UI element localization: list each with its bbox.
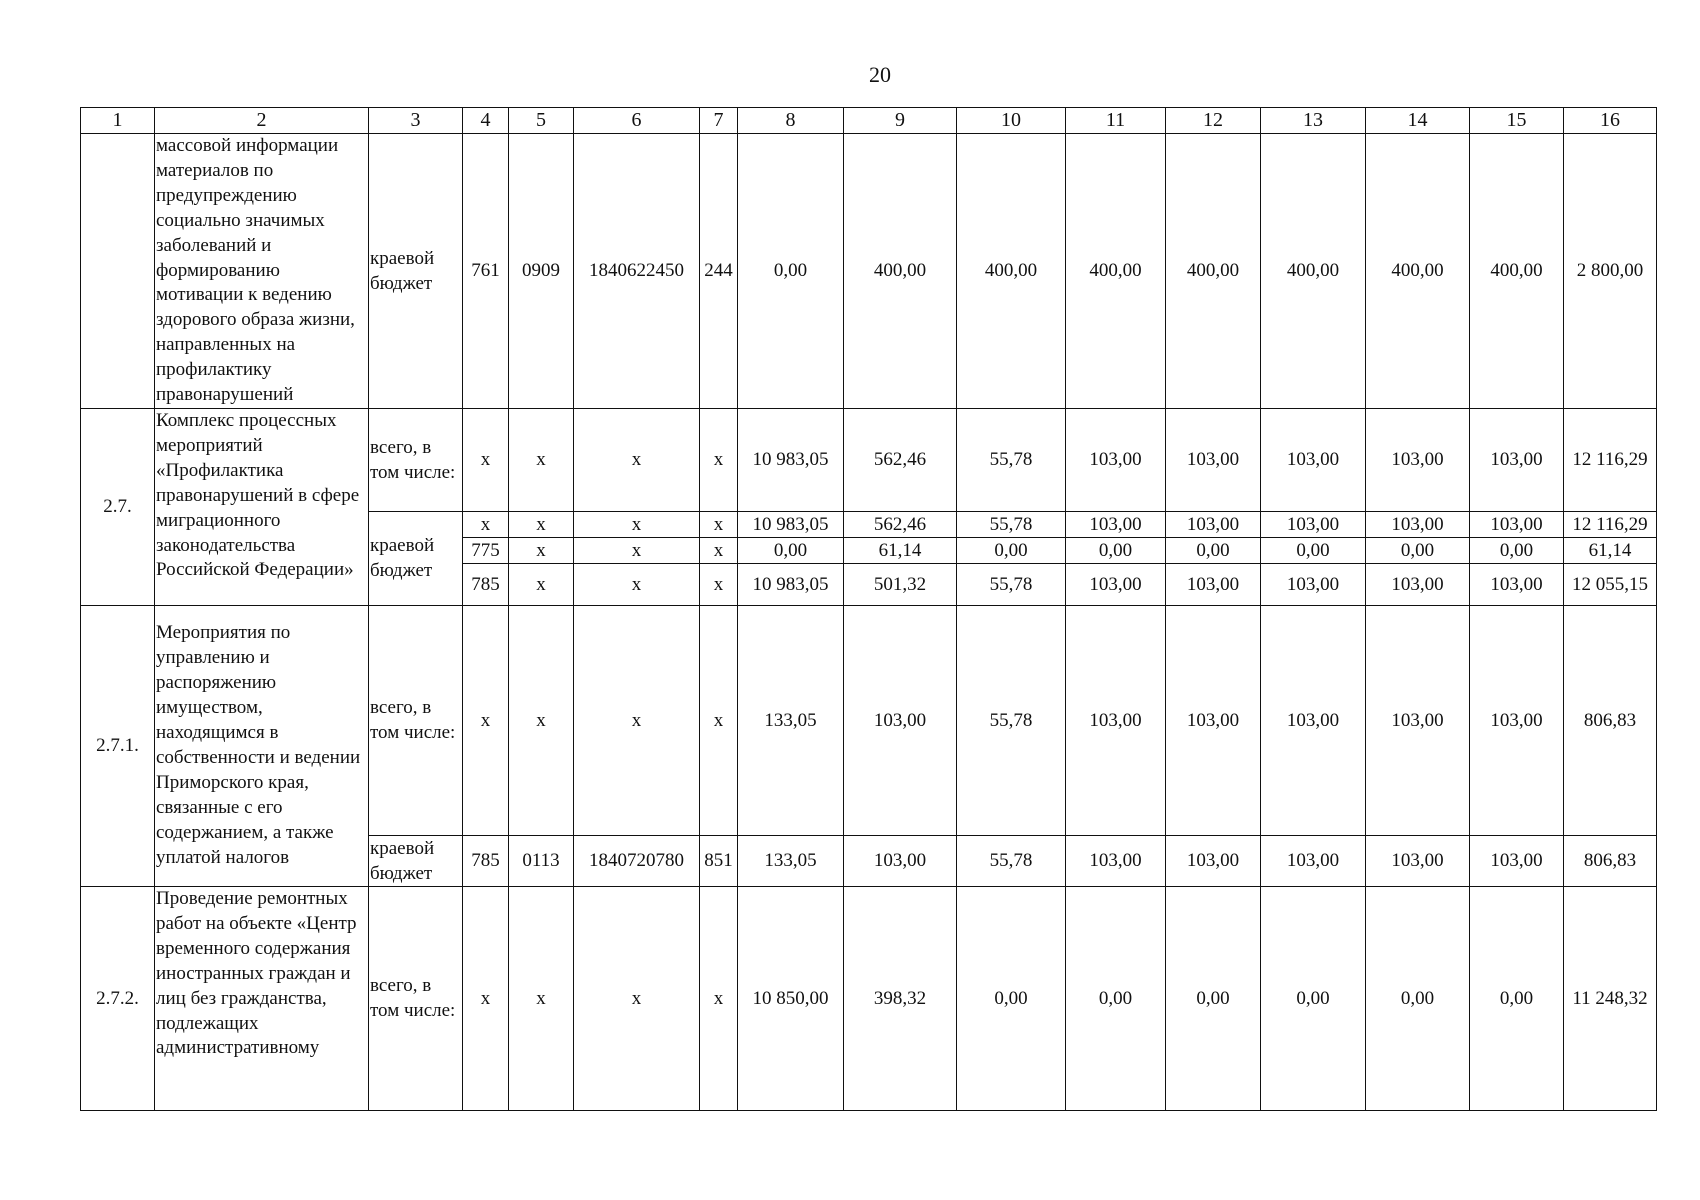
value-cell: 103,00 <box>1166 605 1261 835</box>
value-cell: 0,00 <box>1066 886 1166 1110</box>
value-cell: 103,00 <box>1261 511 1366 537</box>
column-header: 10 <box>957 108 1066 134</box>
column-header: 11 <box>1066 108 1166 134</box>
column-header: 7 <box>700 108 738 134</box>
value-cell: 103,00 <box>1166 835 1261 886</box>
value-cell: 103,00 <box>1166 408 1261 511</box>
cell: x <box>509 537 574 563</box>
measure-name: массовой информации материалов по предупреждению социально значимых заболеваний и формированию мотивации к ведению здорового образа жизни, направленных на профилактику правонарушений <box>155 134 369 409</box>
value-cell: 103,00 <box>1366 605 1470 835</box>
value-cell: 103,00 <box>1066 605 1166 835</box>
cell: x <box>509 605 574 835</box>
row-number: 2.7.1. <box>81 605 155 886</box>
column-header: 2 <box>155 108 369 134</box>
value-cell: 103,00 <box>1066 835 1166 886</box>
table-row <box>81 605 1657 835</box>
table-row <box>81 886 1657 1110</box>
value-cell: 400,00 <box>957 134 1066 409</box>
cell: x <box>700 408 738 511</box>
value-cell: 103,00 <box>844 605 957 835</box>
value-cell: 103,00 <box>1470 563 1564 605</box>
funding-source: всего, в том числе: <box>369 605 463 835</box>
column-header: 8 <box>738 108 844 134</box>
value-cell: 400,00 <box>1066 134 1166 409</box>
measure-name: Проведение ремонтных работ на объекте «Центр временного содержания иностранных граждан и лиц без гражданства, подлежащих административному <box>155 886 369 1110</box>
value-cell: 400,00 <box>1261 134 1366 409</box>
cell: 1840622450 <box>574 134 700 409</box>
column-number-row <box>81 108 1657 134</box>
cell: x <box>463 511 509 537</box>
cell: 761 <box>463 134 509 409</box>
column-header: 3 <box>369 108 463 134</box>
value-cell: 11 248,32 <box>1564 886 1657 1110</box>
value-cell: 0,00 <box>1166 886 1261 1110</box>
cell: x <box>700 563 738 605</box>
value-cell: 0,00 <box>1366 886 1470 1110</box>
value-cell: 103,00 <box>1366 511 1470 537</box>
page-number: 20 <box>869 62 891 87</box>
measure-name: Комплекс процессных мероприятий «Профилактика правонарушений в сфере миграционного законодательства Российской Федерации» <box>155 408 369 605</box>
value-cell: 10 983,05 <box>738 408 844 511</box>
value-cell: 103,00 <box>1261 835 1366 886</box>
cell: x <box>574 605 700 835</box>
value-cell: 55,78 <box>957 511 1066 537</box>
value-cell: 562,46 <box>844 511 957 537</box>
value-cell: 0,00 <box>1470 537 1564 563</box>
cell: x <box>574 537 700 563</box>
value-cell: 10 983,05 <box>738 563 844 605</box>
value-cell: 0,00 <box>1470 886 1564 1110</box>
column-header: 1 <box>81 108 155 134</box>
value-cell: 501,32 <box>844 563 957 605</box>
value-cell: 103,00 <box>1261 605 1366 835</box>
value-cell: 103,00 <box>1470 835 1564 886</box>
value-cell: 0,00 <box>957 537 1066 563</box>
column-header: 9 <box>844 108 957 134</box>
funding-source: всего, в том числе: <box>369 886 463 1110</box>
cell: x <box>700 537 738 563</box>
cell: 851 <box>700 835 738 886</box>
column-header: 5 <box>509 108 574 134</box>
budget-table <box>80 107 1657 1111</box>
row-number <box>81 134 155 409</box>
value-cell: 55,78 <box>957 835 1066 886</box>
value-cell: 103,00 <box>1066 563 1166 605</box>
value-cell: 12 116,29 <box>1564 408 1657 511</box>
value-cell: 103,00 <box>1261 408 1366 511</box>
column-header: 6 <box>574 108 700 134</box>
value-cell: 12 055,15 <box>1564 563 1657 605</box>
value-cell: 0,00 <box>738 134 844 409</box>
column-header: 14 <box>1366 108 1470 134</box>
value-cell: 103,00 <box>1066 511 1166 537</box>
cell: x <box>700 605 738 835</box>
value-cell: 61,14 <box>844 537 957 563</box>
funding-source: краевой бюджет <box>369 511 463 605</box>
value-cell: 10 850,00 <box>738 886 844 1110</box>
cell: x <box>509 408 574 511</box>
value-cell: 400,00 <box>1470 134 1564 409</box>
cell: 244 <box>700 134 738 409</box>
value-cell: 133,05 <box>738 835 844 886</box>
value-cell: 103,00 <box>1166 511 1261 537</box>
value-cell: 400,00 <box>1366 134 1470 409</box>
cell: x <box>463 605 509 835</box>
cell: 775 <box>463 537 509 563</box>
value-cell: 0,00 <box>1066 537 1166 563</box>
cell: x <box>700 886 738 1110</box>
funding-source: краевой бюджет <box>369 134 463 409</box>
funding-source: краевой бюджет <box>369 835 463 886</box>
value-cell: 0,00 <box>1261 537 1366 563</box>
cell: x <box>463 886 509 1110</box>
funding-source: всего, в том числе: <box>369 408 463 511</box>
cell: x <box>509 886 574 1110</box>
value-cell: 0,00 <box>957 886 1066 1110</box>
column-header: 12 <box>1166 108 1261 134</box>
value-cell: 103,00 <box>1470 511 1564 537</box>
value-cell: 0,00 <box>1166 537 1261 563</box>
cell: x <box>574 408 700 511</box>
value-cell: 398,32 <box>844 886 957 1110</box>
value-cell: 0,00 <box>738 537 844 563</box>
value-cell: 0,00 <box>1261 886 1366 1110</box>
measure-name: Мероприятия по управлению и распоряжению имуществом, находящимся в собственности и ведении Приморского края, связанные с его содержанием, а также уплатой налогов <box>155 605 369 886</box>
value-cell: 806,83 <box>1564 835 1657 886</box>
row-number: 2.7.2. <box>81 886 155 1110</box>
cell: x <box>509 511 574 537</box>
column-header: 13 <box>1261 108 1366 134</box>
cell: x <box>574 886 700 1110</box>
cell: x <box>700 511 738 537</box>
value-cell: 55,78 <box>957 605 1066 835</box>
cell: 785 <box>463 563 509 605</box>
value-cell: 400,00 <box>844 134 957 409</box>
value-cell: 400,00 <box>1166 134 1261 409</box>
value-cell: 103,00 <box>1066 408 1166 511</box>
value-cell: 55,78 <box>957 563 1066 605</box>
value-cell: 103,00 <box>1366 563 1470 605</box>
value-cell: 0,00 <box>1366 537 1470 563</box>
value-cell: 103,00 <box>1261 563 1366 605</box>
value-cell: 103,00 <box>1470 605 1564 835</box>
value-cell: 10 983,05 <box>738 511 844 537</box>
value-cell: 2 800,00 <box>1564 134 1657 409</box>
cell: x <box>463 408 509 511</box>
value-cell: 103,00 <box>1470 408 1564 511</box>
value-cell: 103,00 <box>1366 835 1470 886</box>
column-header: 15 <box>1470 108 1564 134</box>
value-cell: 61,14 <box>1564 537 1657 563</box>
cell: x <box>574 563 700 605</box>
value-cell: 103,00 <box>1366 408 1470 511</box>
value-cell: 103,00 <box>1166 563 1261 605</box>
cell: x <box>574 511 700 537</box>
value-cell: 133,05 <box>738 605 844 835</box>
cell: x <box>509 563 574 605</box>
value-cell: 55,78 <box>957 408 1066 511</box>
cell: 0909 <box>509 134 574 409</box>
table-row <box>81 134 1657 409</box>
cell: 1840720780 <box>574 835 700 886</box>
column-header: 4 <box>463 108 509 134</box>
row-number: 2.7. <box>81 408 155 605</box>
value-cell: 103,00 <box>844 835 957 886</box>
table-row <box>81 408 1657 511</box>
cell: 785 <box>463 835 509 886</box>
value-cell: 562,46 <box>844 408 957 511</box>
value-cell: 12 116,29 <box>1564 511 1657 537</box>
value-cell: 806,83 <box>1564 605 1657 835</box>
column-header: 16 <box>1564 108 1657 134</box>
cell: 0113 <box>509 835 574 886</box>
